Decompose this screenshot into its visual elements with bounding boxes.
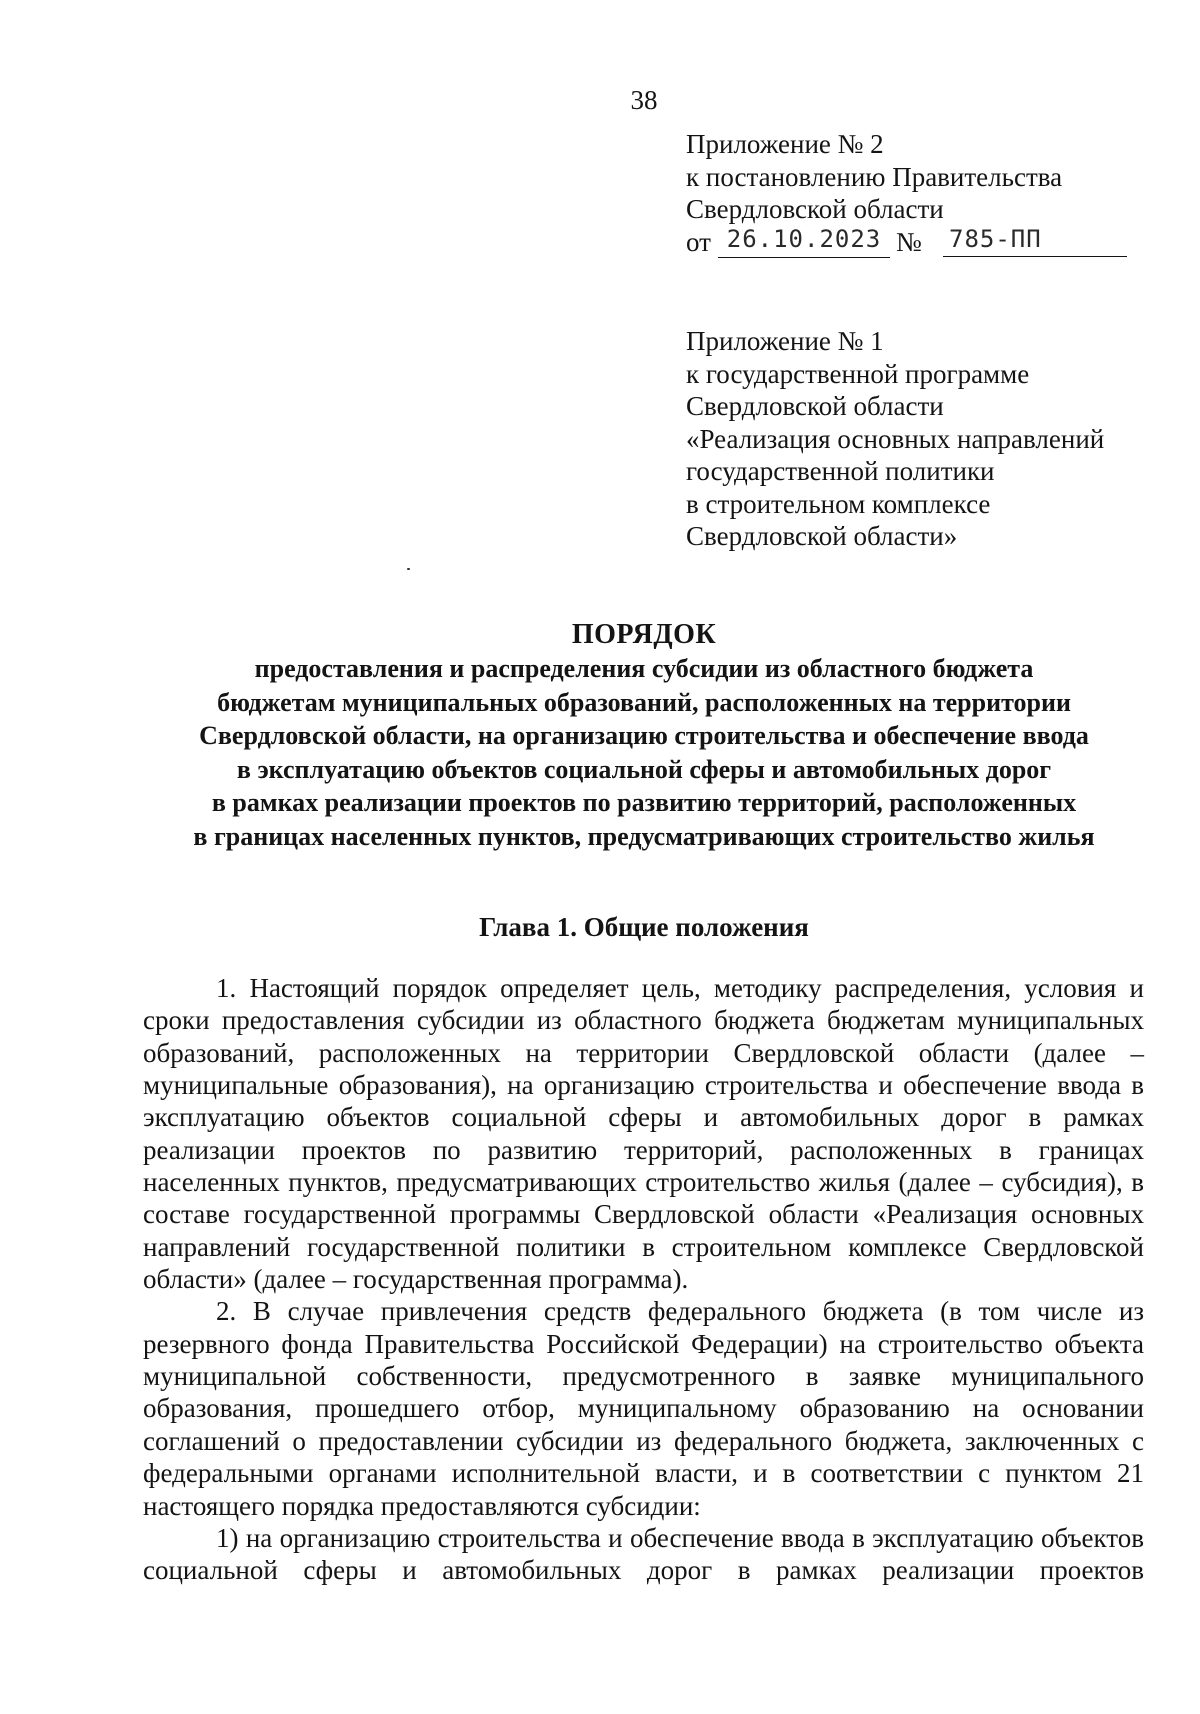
subtitle-line: в границах населенных пунктов, предусматривающих строительство жилья xyxy=(193,821,1095,851)
attachment-2-block xyxy=(686,128,1062,260)
scan-speck xyxy=(407,568,410,570)
subtitle-line: Свердловской области, на организацию строительства и обеспечение ввода xyxy=(199,721,1089,750)
document-subtitle xyxy=(140,652,1148,853)
date-prefix: от xyxy=(686,226,711,257)
attachment-1-program-name-1: «Реализация основных направлений xyxy=(686,423,1105,454)
paragraph-1: 1. Настоящий порядок определяет цель, методику распределения, условия и сроки предоставления субсидии из областного бюджета бюджетам муниципальных образований, расположенных на территории Свердловской области (далее – муниципальные образования), на организацию строительства и обеспечение ввода в эксплуатацию объектов социальной сферы и автомобильных дорог в рамках реализации проектов по развитию территорий, расположенных в границах населенных пунктов, предусматривающих строительство жилья (далее – субсидия), в составе государственной программы Свердловской области «Реализация основных направлений государственной политики в строительном комплексе Свердловской области» (далее – государственная программа). xyxy=(143,973,1144,1295)
document-title-block xyxy=(140,618,1148,853)
resolution-number-field: 785-ПП xyxy=(943,226,1127,257)
attachment-1-block xyxy=(686,325,1104,553)
attachment-1-program-name-4: Свердловской области» xyxy=(686,521,958,551)
subtitle-line: в рамках реализации проектов по развитию территорий, расположенных xyxy=(211,788,1077,817)
attachment-1-region: Свердловской области xyxy=(686,391,944,421)
attachment-1-program-name-3: в строительном комплексе xyxy=(686,488,991,519)
paragraph-2-item-1: 1) на организацию строительства и обеспечение ввода в эксплуатацию объектов социальной сферы и автомобильных дорог в рамках реализации проектов xyxy=(143,1522,1144,1586)
resolution-date-number-line xyxy=(686,226,1062,260)
attachment-2-region: Свердловской области xyxy=(686,194,944,224)
subtitle-line: в эксплуатацию объектов социальной сферы и автомобильных дорог xyxy=(236,754,1052,784)
subtitle-line: предоставления и распределения субсидии из областного бюджета xyxy=(254,654,1034,683)
resolution-date-field: 26.10.2023 xyxy=(718,226,890,258)
subtitle-line: бюджетам муниципальных образований, расположенных на территории xyxy=(217,687,1071,717)
document-body xyxy=(143,972,1144,1587)
attachment-1-heading: Приложение № 1 xyxy=(686,326,884,356)
chapter-heading: Глава 1. Общие положения xyxy=(479,912,809,942)
paragraph-2: 2. В случае привлечения средств федерального бюджета (в том числе из резервного фонда Правительства Российской Федерации) на строительство объекта муниципальной собственности, предусмотренного в заявке муниципального образования, прошедшего отбор, муниципальному образованию на основании соглашений о предоставлении субсидии из федерального бюджета, заключенных с федеральными органами исполнительной власти, и в соответствии с пунктом 21 настоящего порядка предоставляются субсидии: xyxy=(143,1296,1144,1521)
page-number: 38 xyxy=(630,85,658,115)
attachment-2-resolution-ref: к постановлению Правительства xyxy=(686,161,1063,192)
attachment-2-heading: Приложение № 2 xyxy=(686,129,884,159)
document-title: ПОРЯДОК xyxy=(571,619,717,650)
attachment-1-program-name-2: государственной политики xyxy=(686,456,995,486)
number-sign: № xyxy=(896,226,922,257)
attachment-1-program-ref: к государственной программе xyxy=(686,358,1030,389)
